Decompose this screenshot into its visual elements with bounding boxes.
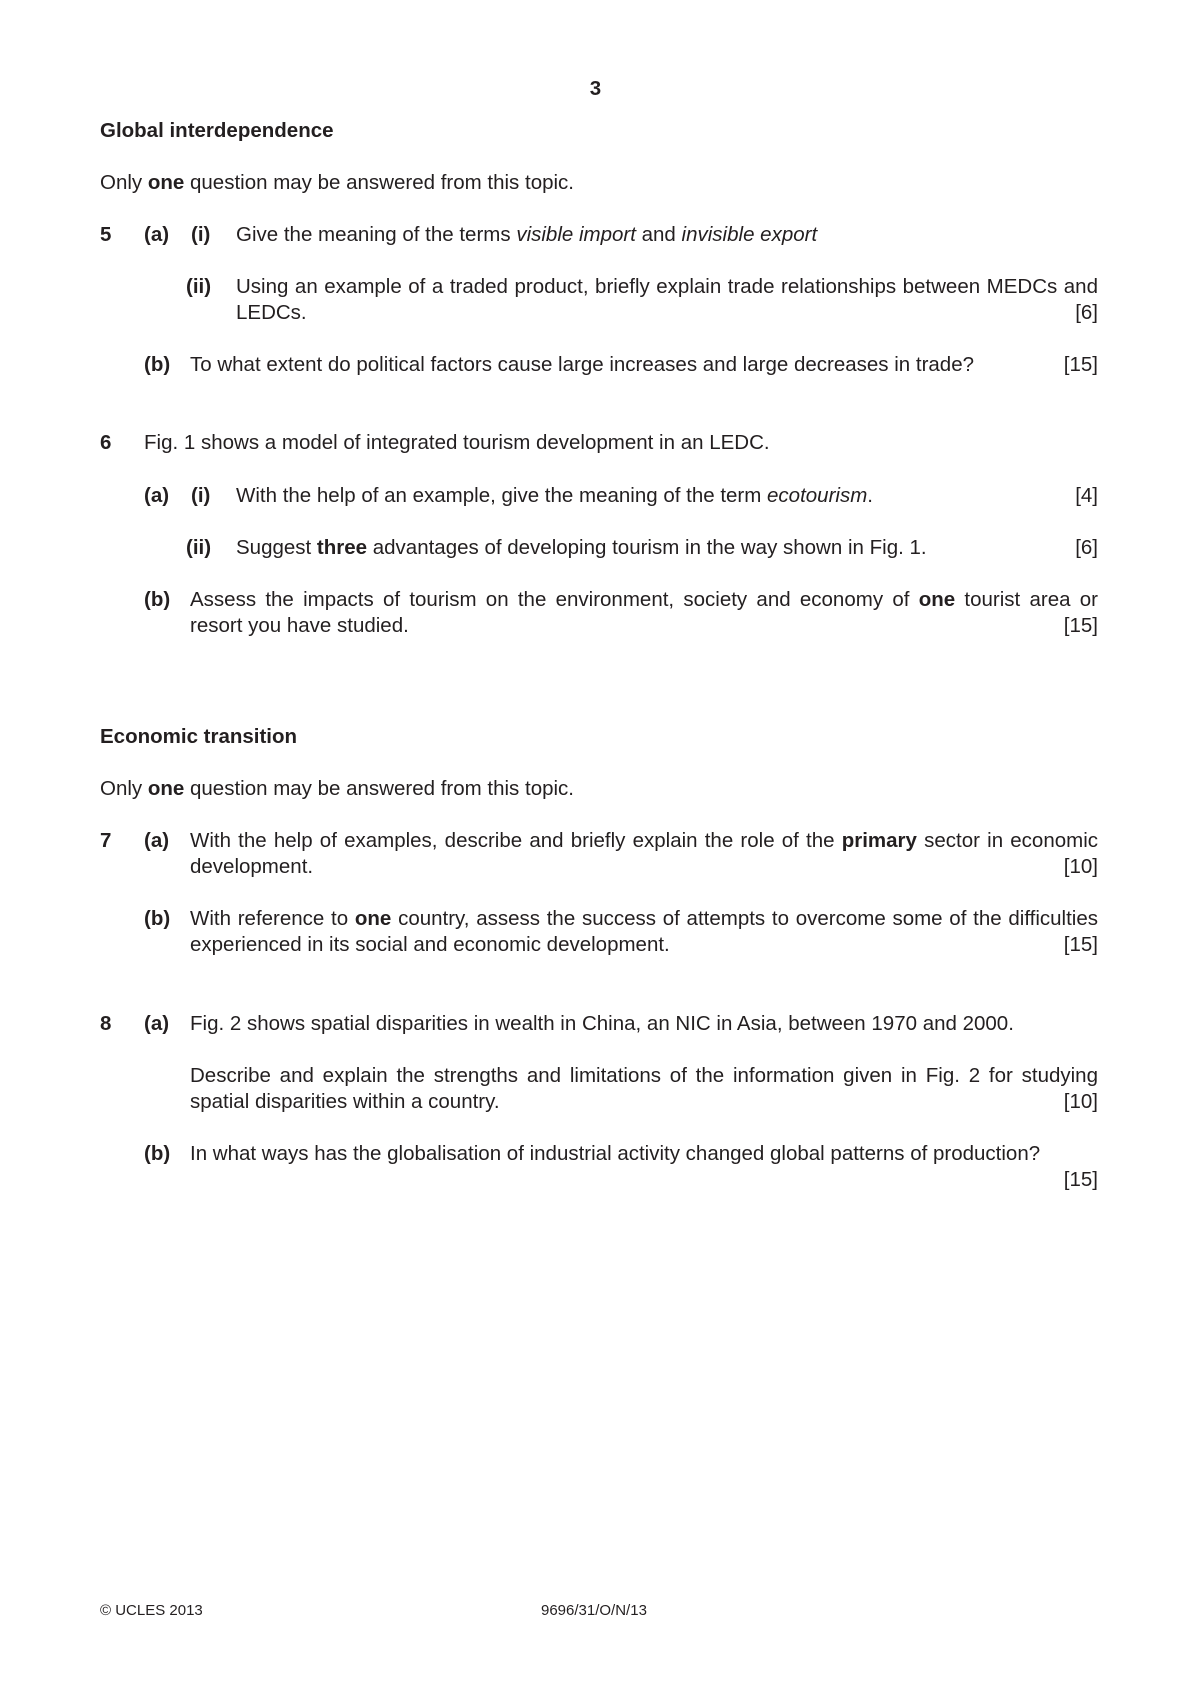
q6-intro: Fig. 1 shows a model of integrated tourism development in an LEDC.: [144, 431, 770, 454]
q8-b-text: In what ways has the globalisation of industrial activity changed global patterns of production?: [190, 1142, 1041, 1165]
q6-a-i-text: With the help of an example, give the meaning of the term ecotourism.: [236, 484, 873, 507]
q7-b-marks: [15]: [1063, 933, 1098, 956]
footer-copyright: © UCLES 2013: [100, 1602, 203, 1619]
q7-a-text: With the help of examples, describe and briefly explain the role of the primary sector in economic development.: [190, 829, 1099, 878]
q6-part-b-label: (b): [144, 588, 171, 611]
question-number-6: 6: [100, 431, 112, 454]
q6-a-ii-text: Suggest three advantages of developing tourism in the way shown in Fig. 1.: [236, 536, 927, 559]
section-heading-global: Global interdependence: [100, 119, 334, 142]
q5-part-a-label: (a): [144, 223, 170, 246]
question-number-5: 5: [100, 223, 112, 246]
q6-a-i-label: (i): [191, 484, 211, 507]
question-number-7: 7: [100, 829, 112, 852]
q6-part-a-label: (a): [144, 484, 170, 507]
q5-a-i-label: (i): [191, 223, 211, 246]
q5-a-ii-text: Using an example of a traded product, briefly explain trade relationships between MEDCs and LEDCs.: [236, 275, 1098, 324]
q6-b-text: Assess the impacts of tourism on the environment, society and economy of one tourist area or resort you have studied.: [190, 588, 1098, 637]
section-heading-economic: Economic transition: [100, 725, 298, 748]
q7-a-marks: [10]: [1063, 855, 1098, 878]
q5-b-text: To what extent do political factors cause large increases and large decreases in trade?: [190, 353, 975, 376]
section-intro-economic: Only one question may be answered from this topic.: [100, 777, 575, 800]
q8-a-text: Describe and explain the strengths and limitations of the information given in Fig. 2 for studying spatial disparities within a country.: [190, 1064, 1098, 1113]
section-intro-global: Only one question may be answered from this topic.: [100, 171, 575, 194]
question-number-8: 8: [100, 1012, 112, 1035]
q6-a-ii-label: (ii): [186, 536, 212, 559]
q7-part-b-label: (b): [144, 907, 171, 930]
q6-a-i-marks: [4]: [1075, 484, 1098, 507]
footer-paper-code: 9696/31/O/N/13: [541, 1602, 647, 1619]
q7-b-text: With reference to one country, assess the success of attempts to overcome some of the difficulties experienced in its social and economic development.: [190, 907, 1098, 956]
q8-part-a-label: (a): [144, 1012, 170, 1035]
q8-part-b-label: (b): [144, 1142, 171, 1165]
q8-b-marks: [15]: [1063, 1168, 1098, 1191]
q7-part-a-label: (a): [144, 829, 170, 852]
q5-part-b-label: (b): [144, 353, 171, 376]
q6-b-marks: [15]: [1063, 614, 1098, 637]
page-number: 3: [589, 77, 602, 100]
q5-a-ii-label: (ii): [186, 275, 212, 298]
q8-a-marks: [10]: [1063, 1090, 1098, 1113]
q5-a-ii-marks: [6]: [1075, 301, 1098, 324]
q5-a-i-text: Give the meaning of the terms visible import and invisible export: [236, 223, 818, 246]
q6-a-ii-marks: [6]: [1075, 536, 1098, 559]
q8-a-intro: Fig. 2 shows spatial disparities in wealth in China, an NIC in Asia, between 1970 and 2000.: [190, 1012, 1014, 1035]
q5-b-marks: [15]: [1063, 353, 1098, 376]
